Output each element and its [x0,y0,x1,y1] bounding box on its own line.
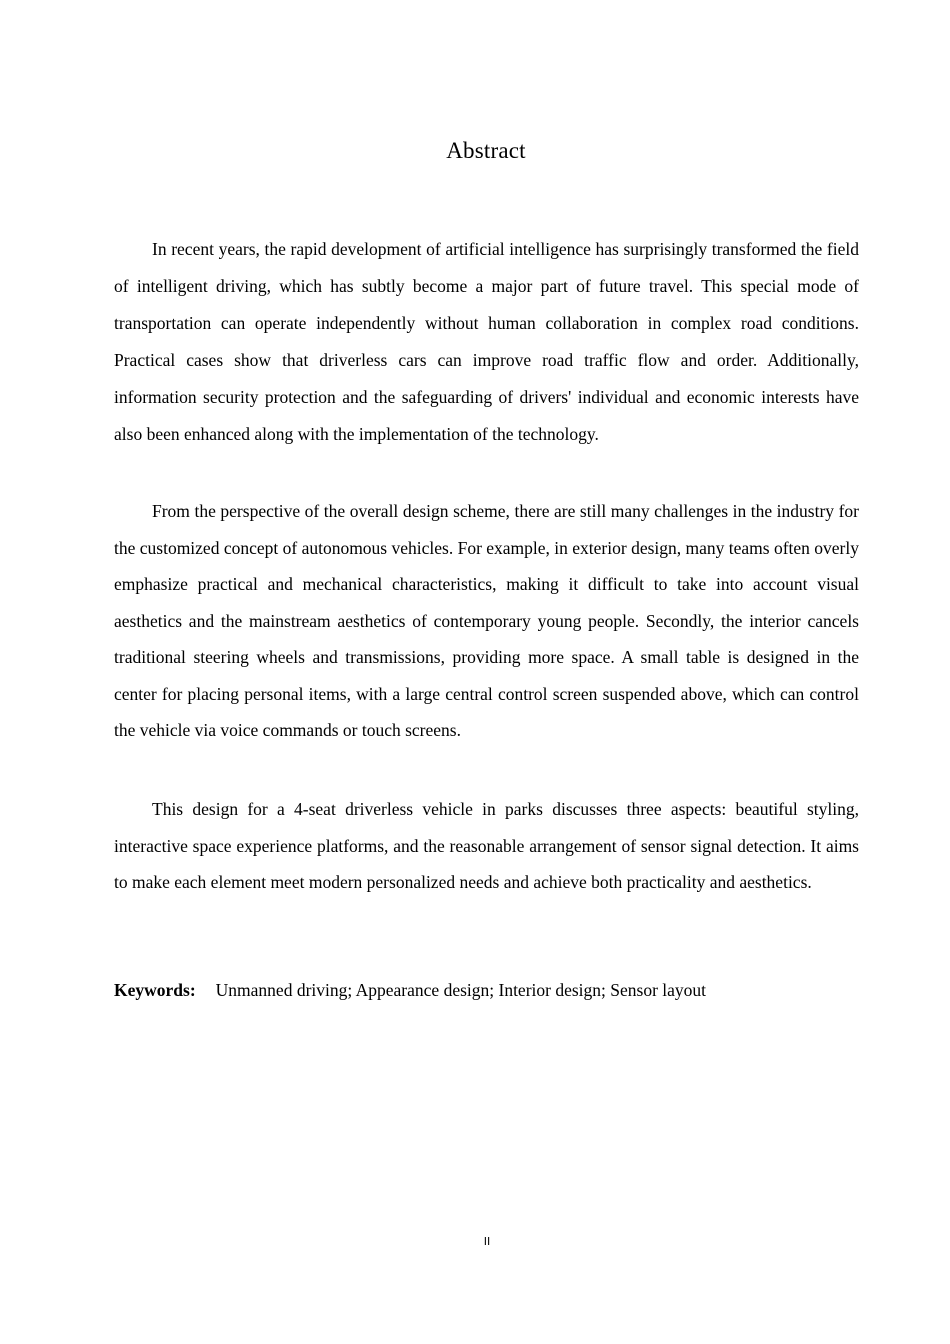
abstract-paragraph-3: This design for a 4-seat driverless vehicle in parks discusses three aspects: beautiful styling, interactive space experience platforms, and the reasonable arrangement of sensor signal detection. It aims to make each element meet modern personalized needs and achieve both practicality and aesthetics. [114,799,859,892]
abstract-paragraph-3-block [114,791,859,901]
abstract-title: Abstract [446,138,526,163]
keywords-line [114,976,874,1004]
abstract-paragraph-2: From the perspective of the overall design scheme, there are still many challenges in the industry for the customized concept of autonomous vehicles. For example, in exterior design, many teams often overly emphasize practical and mechanical characteristics, making it difficult to take into account visual aesthetics and the mainstream aesthetics of contemporary young people. Secondly, the interior cancels traditional steering wheels and transmissions, providing more space. A small table is designed in the center for placing personal items, with a large central control screen suspended above, which can control the vehicle via voice commands or touch screens. [114,501,859,740]
keywords-text: Unmanned driving; Appearance design; Interior design; Sensor layout [215,980,707,1000]
abstract-paragraph-2-block [114,493,859,749]
abstract-paragraph-1: In recent years, the rapid development of artificial intelligence has surprisingly transformed the field of intelligent driving, which has subtly become a major part of future travel. This special mode of transportation can operate independently without human collaboration in complex road conditions. Practical cases show that driverless cars can improve road traffic flow and order. Additionally, information security protection and the safeguarding of drivers' individual and economic interests have also been enhanced along with the implementation of the technology. [114,239,859,444]
keywords-label: Keywords: [114,980,196,1000]
page-number: II [483,1235,491,1248]
abstract-paragraph-1-block [114,231,859,453]
